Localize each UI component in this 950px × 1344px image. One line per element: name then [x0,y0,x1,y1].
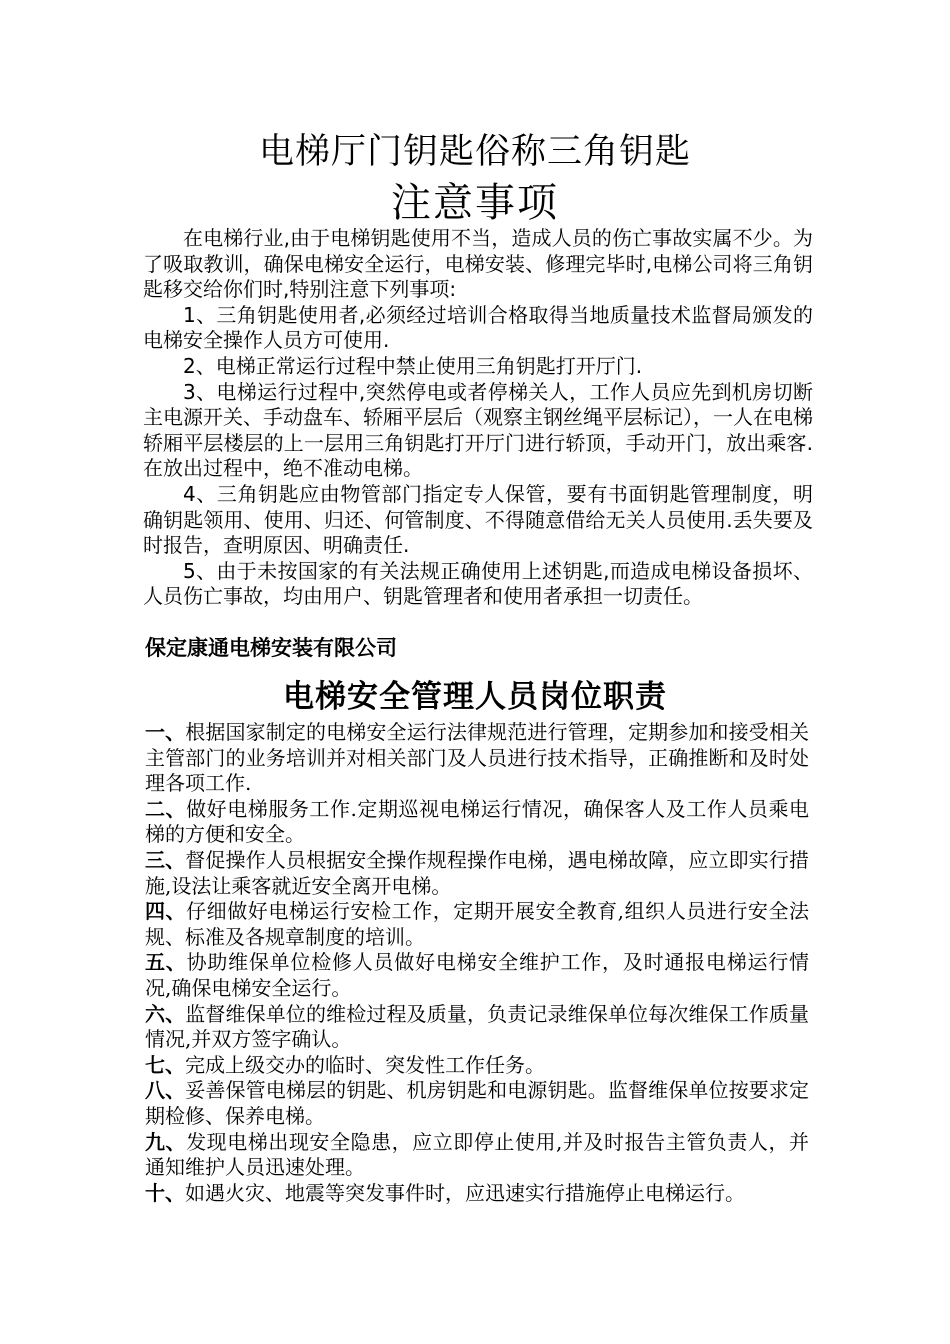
duty-text: 协助维保单位检修人员做好电梯安全维护工作，及时通报电梯运行情况,确保电梯安全运行。 [145,950,810,1000]
duty-text: 监督维保单位的维检过程及质量，负责记录维保单位每次维保工作质量情况,并双方签字确认。 [145,1001,809,1052]
notice-item-5: 5、由于未按国家的有关法规正确使用上述钥匙,而造成电梯设备损坏、人员伤亡事故，均由用户、钥匙管理者和使用者承担一切责任。 [143,558,813,609]
duty-number: 一、 [145,720,186,744]
notice-intro-paragraph: 在电梯行业,由于电梯钥匙使用不当，造成人员的伤亡事故实属不少。为了吸取教训，确保电梯安全运行，电梯安装、修理完毕时,电梯公司将三角钥匙移交给你们时,特别注意下列事项: [143,226,813,302]
duty-number: 五、 [145,950,187,975]
duty-item [145,848,809,899]
duty-number: 十、 [145,1180,185,1205]
duty-number: 九、 [145,1129,187,1154]
duty-text: 根据国家制定的电梯安全运行法律规范进行管理，定期参加和接受相关主管部门的业务培训并对相关部门及人员进行技术指导，正确推断和及时处理各项工作. [145,720,809,796]
duty-item [145,1181,809,1207]
duty-item [145,899,809,950]
duty-item [145,950,809,1001]
duty-item [145,1130,809,1181]
duty-text: 如遇火灾、地震等突发事件时，应迅速实行措施停止电梯运行。 [185,1180,745,1205]
duty-item [145,1078,809,1129]
duty-number: 八、 [145,1078,186,1103]
notice-title-line2: 注意事项 [391,180,559,226]
duty-number: 七、 [145,1052,185,1077]
duty-text: 做好电梯服务工作.定期巡视电梯运行情况，确保客人及工作人员乘电梯的方便和安全。 [145,796,810,847]
notice-title-line1: 电梯厅门钥匙俗称三角钥匙 [258,132,691,172]
duty-item [145,720,809,797]
duty-number: 六、 [145,1001,186,1026]
duty-number: 四、 [145,899,187,924]
duties-title: 电梯安全管理人员岗位职责 [283,679,667,715]
notice-item-4: 4、三角钥匙应由物管部门指定专人保管，要有书面钥匙管理制度，明确钥匙领用、使用、归还、何管制度、不得随意借给无关人员使用.丢失要及时报告，查明原因、明确责任. [143,481,813,558]
duty-text: 完成上级交办的临时、突发性工作任务。 [185,1052,545,1077]
notice-item-3: 3、电梯运行过程中,突然停电或者停梯关人，工作人员应先到机房切断主电源开关、手动盘车、轿厢平层后（观察主钢丝绳平层标记），一人在电梯轿厢平层楼层的上一层用三角钥匙打开厅门进行轿顶，手动开门，放出乘客.在放出过程中，绝不准动电梯。 [143,379,813,481]
duty-text: 妥善保管电梯层的钥匙、机房钥匙和电源钥匙。监督维保单位按要求定期检修、保养电梯。 [145,1078,809,1128]
duties-list [145,720,809,1206]
duty-text: 发现电梯出现安全隐患，应立即停止使用,并及时报告主管负责人，并通知维护人员迅速处理。 [145,1129,810,1180]
notice-item-1: 1、三角钥匙使用者,必须经过培训合格取得当地质量技术监督局颁发的电梯安全操作人员方可使用. [143,302,813,353]
duty-number: 三、 [145,847,186,872]
duty-item [145,1053,809,1079]
duty-text: 仔细做好电梯运行安检工作，定期开展安全教育,组织人员进行安全法规、标准及各规章制度的培训。 [145,899,810,949]
company-name: 保定康通电梯安装有限公司 [145,636,397,660]
duty-text: 督促操作人员根据安全操作规程操作电梯，遇电梯故障，应立即实行措施,设法让乘客就近安全离开电梯。 [145,847,809,898]
duty-item [145,797,809,848]
notice-body [143,226,813,610]
notice-item-2: 2、电梯正常运行过程中禁止使用三角钥匙打开厅门. [183,353,643,378]
duty-item [145,1002,809,1053]
duty-number: 二、 [145,796,187,821]
